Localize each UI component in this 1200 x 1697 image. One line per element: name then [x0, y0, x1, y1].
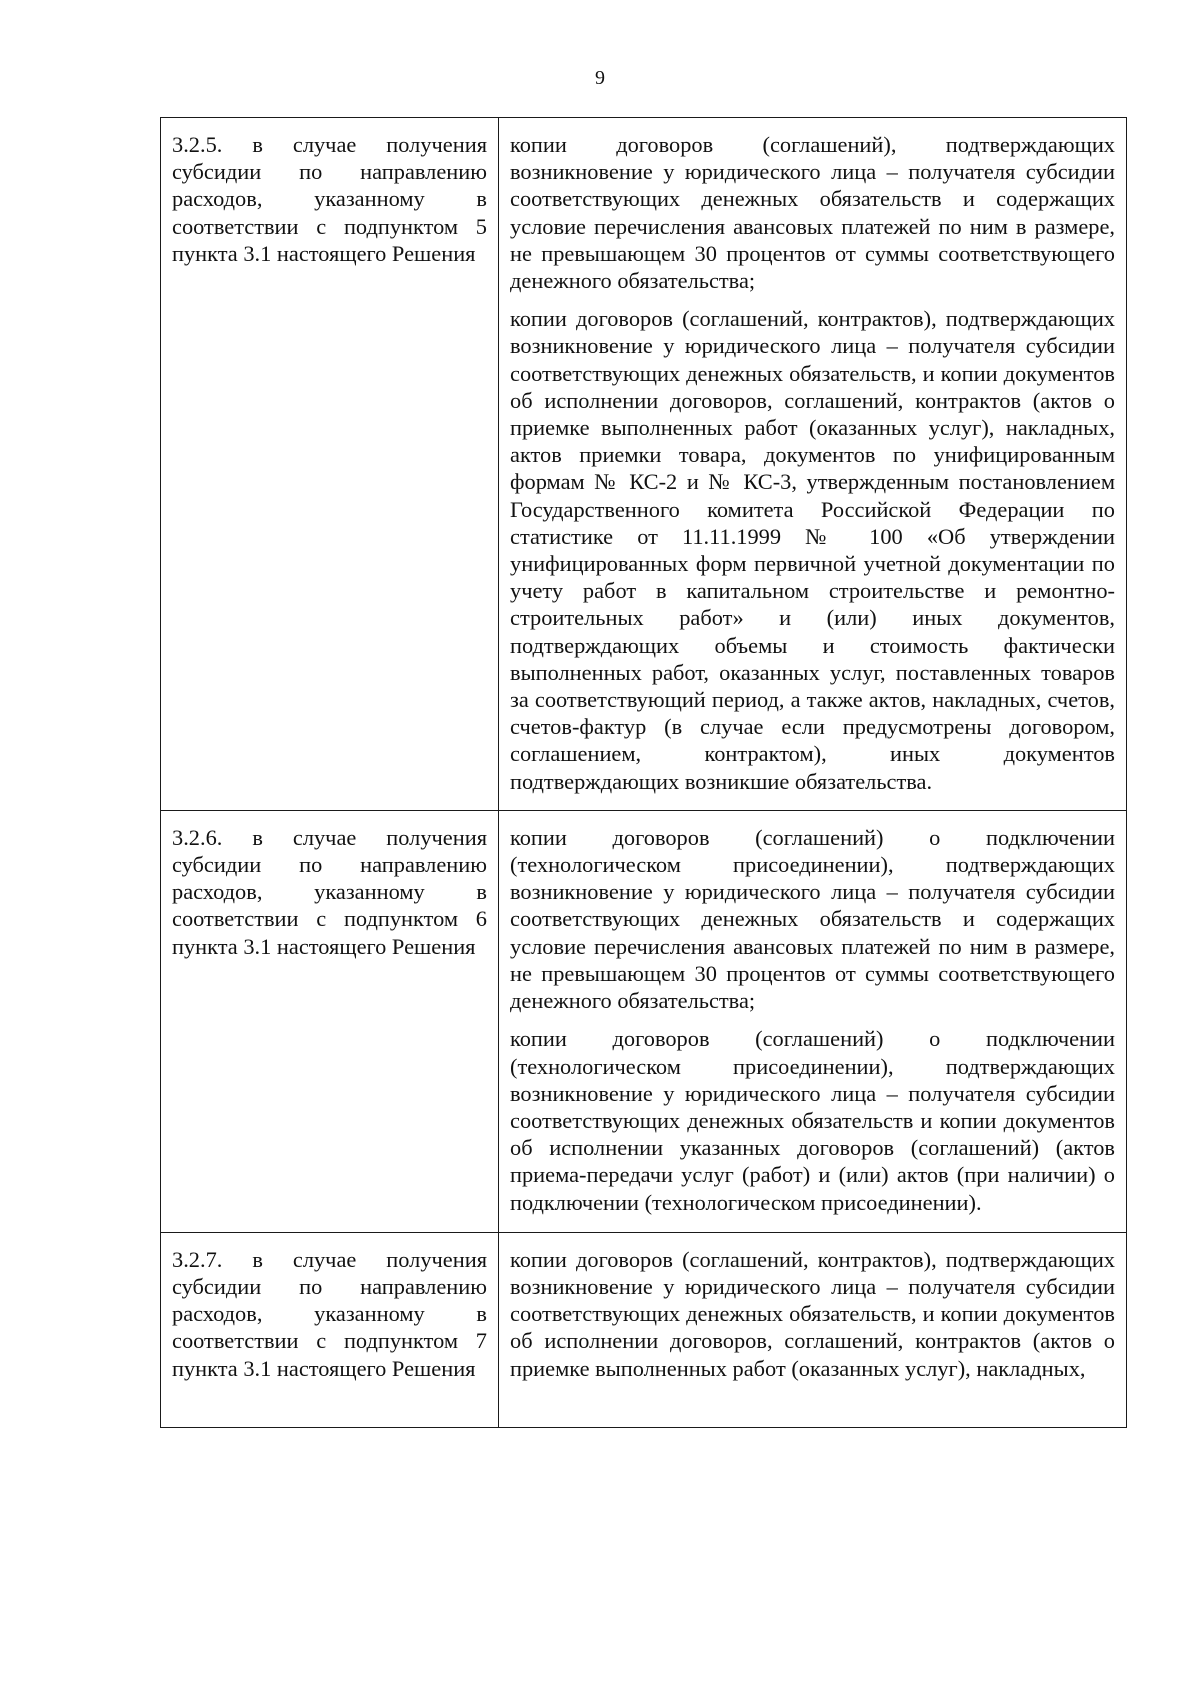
documents-paragraph: копии договоров (соглашений, контрактов), подтверждающих возникновение у юридического лица – получателя субсидии соответствующих денежных обязательств, и копии документов об исполнении договоров, соглашений, контрактов (актов о приемке выполненных работ (оказанных услуг), накладных, актов приемки товара, документов по унифицированным формам № КС-2 и № КС-3, утвержденным постановлением Государственного комитета Российской Федерации по статистике от 11.11.1999 № 100 «Об утверждении унифицированных форм первичной учетной документации по учету работ в капитальном строительстве и ремонтно-строительных работ» и (или) иных документов, подтверждающих объемы и стоимость фактически выполненных работ, оказанных услуг, поставленных товаров за соответствующий период, а также актов, накладных, счетов, счетов-фактур (в случае если предусмотрены договором, соглашением, контрактом), иных документов подтверждающих возникшие обязательства. — [510, 306, 1115, 794]
documents-paragraph: копии договоров (соглашений, контрактов), подтверждающих возникновение у юридического лица – получателя субсидии соответствующих денежных обязательств, и копии документов об исполнении договоров, соглашений, контрактов (актов о приемке выполненных работ (оказанных услуг), накладных, — [510, 1246, 1115, 1381]
documents-cell — [499, 810, 1127, 1232]
documents-paragraph: копии договоров (соглашений) о подключении (технологическом присоединении), подтверждающих возникновение у юридического лица – получателя субсидии соответствующих денежных обязательств и копии документов об исполнении указанных договоров (соглашений) (актов приема-передачи услуг (работ) и (или) актов (при наличии) о подключении (технологическом присоединении). — [510, 1026, 1115, 1215]
condition-text: 3.2.6. в случае получения субсидии по направлению расходов, указанному в соответствии с подпунктом 6 пункта 3.1 настоящего Решения — [172, 824, 487, 959]
condition-text: 3.2.5. в случае получения субсидии по направлению расходов, указанному в соответствии с подпунктом 5 пункта 3.1 настоящего Решения — [172, 132, 487, 266]
table-row — [161, 118, 1127, 811]
documents-paragraph: копии договоров (соглашений) о подключении (технологическом присоединении), подтверждающих возникновение у юридического лица – получателя субсидии соответствующих денежных обязательств и содержащих условие перечисления авансовых платежей по ним в размере, не превышающем 30 процентов от суммы соответствующего денежного обязательства; — [510, 824, 1115, 1014]
documents-cell — [499, 118, 1127, 811]
condition-cell — [161, 1232, 499, 1427]
condition-text: 3.2.7. в случае получения субсидии по направлению расходов, указанному в соответствии с подпунктом 7 пункта 3.1 настоящего Решения — [172, 1246, 487, 1381]
documents-paragraph: копии договоров (соглашений), подтверждающих возникновение у юридического лица – получателя субсидии соответствующих денежных обязательств и содержащих условие перечисления авансовых платежей по ним в размере, не превышающем 30 процентов от суммы соответствующего денежного обязательства; — [510, 132, 1115, 294]
condition-cell — [161, 810, 499, 1232]
requirements-table — [160, 117, 1127, 1428]
page-number: 9 — [595, 67, 605, 89]
table-row — [161, 1232, 1127, 1427]
condition-cell — [161, 118, 499, 811]
documents-cell — [499, 1232, 1127, 1427]
table-row — [161, 810, 1127, 1232]
